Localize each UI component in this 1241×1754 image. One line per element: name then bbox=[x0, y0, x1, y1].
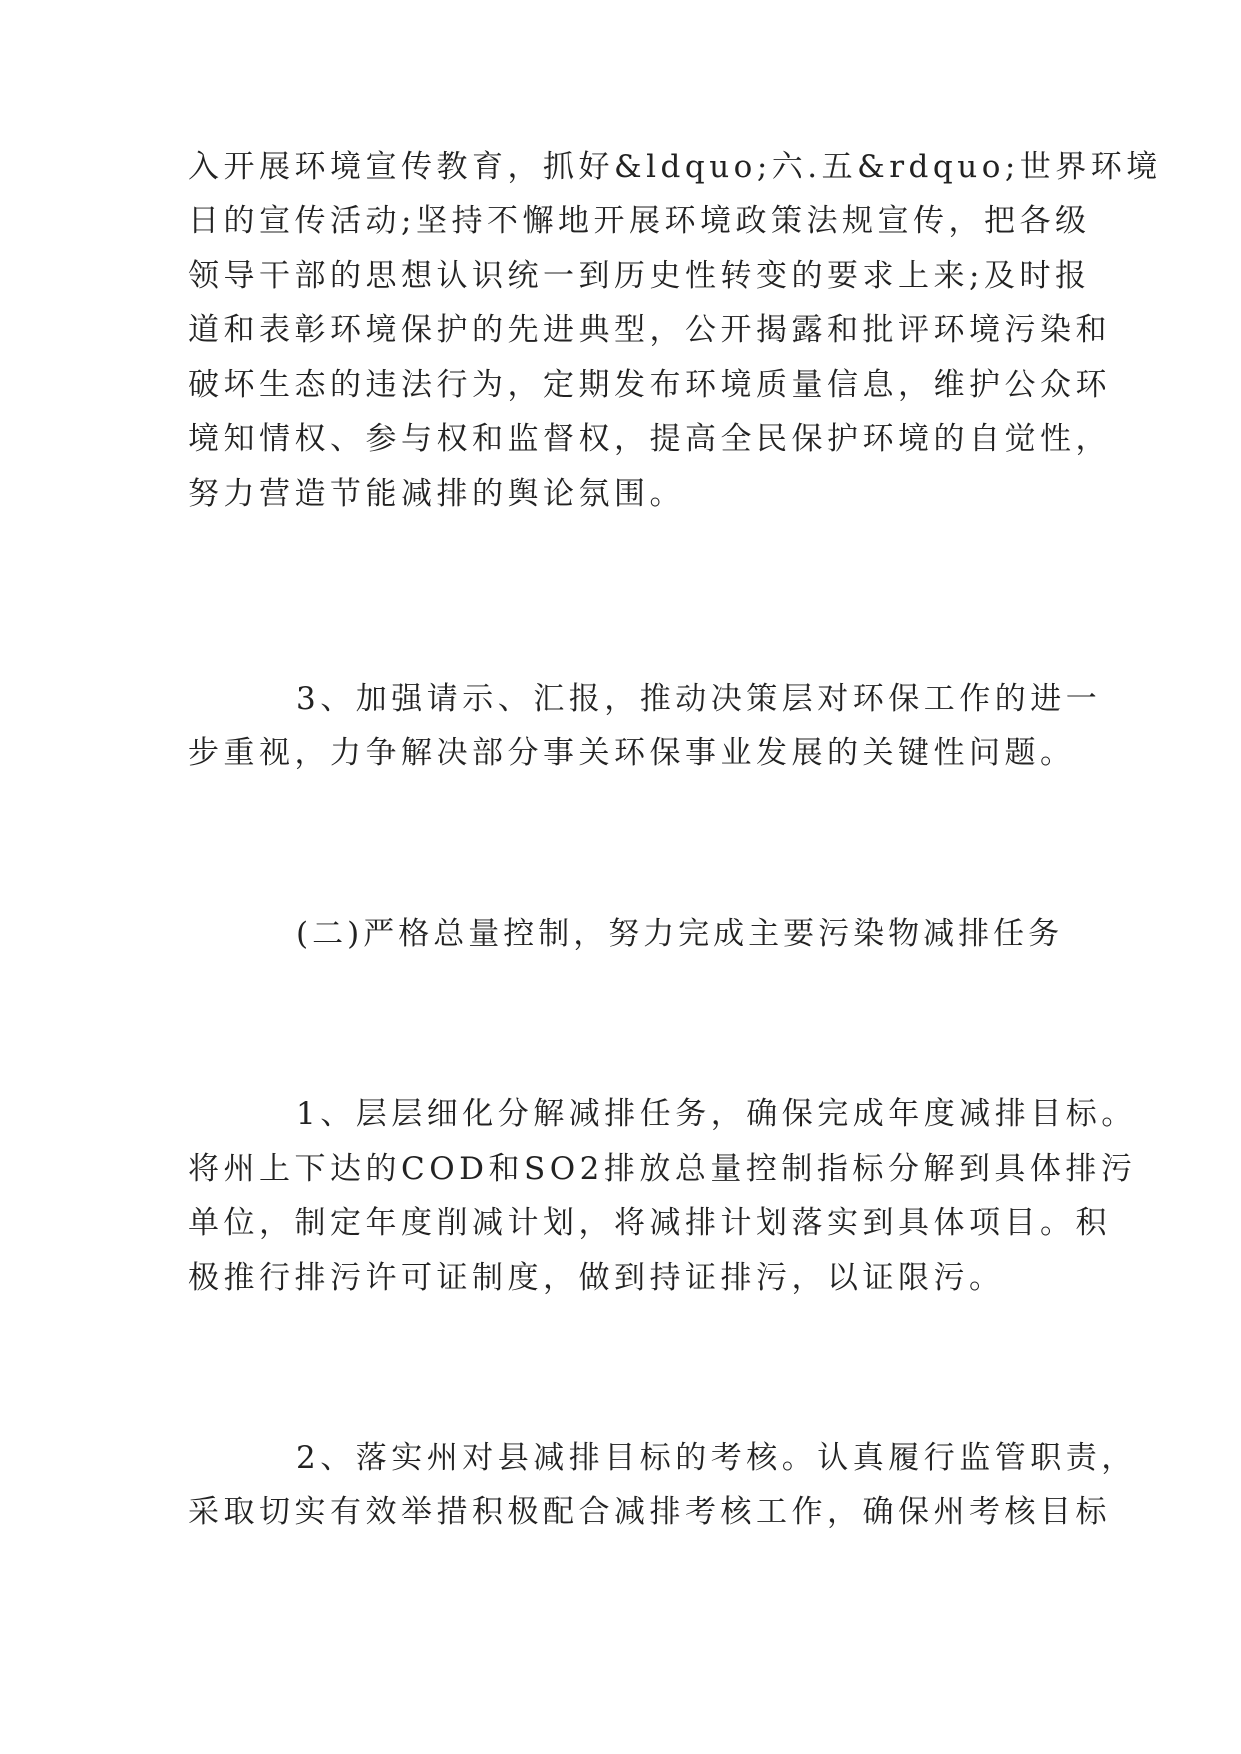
paragraph-1-line-5: 破坏生态的违法行为，定期发布环境质量信息，维护公众环 bbox=[188, 367, 1111, 403]
paragraph-1-line-4: 道和表彰环境保护的先进典型，公开揭露和批评环境污染和 bbox=[188, 312, 1111, 348]
paragraph-1-line-7: 努力营造节能减排的舆论氛围。 bbox=[188, 476, 685, 512]
paragraph-4-line-3: 单位，制定年度削减计划，将减排计划落实到具体项目。积 bbox=[188, 1205, 1111, 1241]
paragraph-4-line-4: 极推行排污许可证制度，做到持证排污，以证限污。 bbox=[188, 1260, 1005, 1296]
paragraph-5-line-1: 2、落实州对县减排目标的考核。认真履行监管职责， bbox=[296, 1440, 1137, 1476]
paragraph-1-line-6: 境知情权、参与权和监督权，提高全民保护环境的自觉性， bbox=[188, 421, 1111, 457]
paragraph-1-line-3: 领导干部的思想认识统一到历史性转变的要求上来;及时报 bbox=[188, 258, 1091, 294]
paragraph-4-line-1: 1、层层细化分解减排任务，确保完成年度减排目标。 bbox=[296, 1096, 1137, 1132]
section-heading: (二)严格总量控制，努力完成主要污染物减排任务 bbox=[296, 916, 1064, 952]
paragraph-5-line-2: 采取切实有效举措积极配合减排考核工作，确保州考核目标 bbox=[188, 1494, 1111, 1530]
paragraph-1-line-1: 入开展环境宣传教育，抓好&ldquo;六.五&rdquo;世界环境 bbox=[188, 149, 1162, 185]
paragraph-1-line-2: 日的宣传活动;坚持不懈地开展环境政策法规宣传，把各级 bbox=[188, 203, 1091, 239]
paragraph-2-line-2: 步重视，力争解决部分事关环保事业发展的关键性问题。 bbox=[188, 735, 1076, 771]
paragraph-4-line-2: 将州上下达的COD和SO2排放总量控制指标分解到具体排污 bbox=[188, 1151, 1137, 1187]
paragraph-2-line-1: 3、加强请示、汇报，推动决策层对环保工作的进一 bbox=[296, 681, 1102, 717]
